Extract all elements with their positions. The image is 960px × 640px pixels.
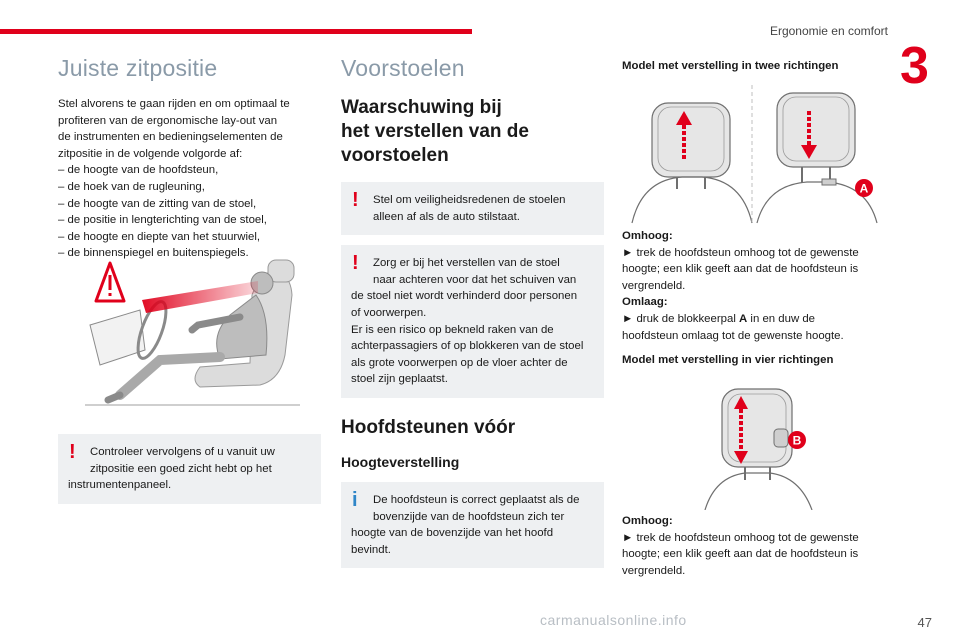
warning-text-line: als grote voorwerpen op de vloer achter de bbox=[351, 356, 568, 369]
instruction-line bbox=[622, 311, 892, 328]
intro-line: – de positie in lengterichting van de stoel, bbox=[58, 214, 267, 227]
instruction-text: ► druk de blokkeerpal bbox=[622, 312, 740, 325]
instruction-line: vergrendeld. bbox=[622, 279, 686, 292]
warning-exclamation-icon: ! bbox=[69, 441, 76, 463]
warning-text-line: alleen af als de auto stilstaat. bbox=[373, 210, 520, 223]
chapter-number: 3 bbox=[900, 37, 929, 95]
column-seating-position bbox=[58, 55, 320, 262]
warning-text-line: de stoel niet wordt verhinderd door personen bbox=[351, 290, 578, 303]
watermark: carmanualsonline.info bbox=[540, 612, 687, 628]
heading-line: het verstellen van de bbox=[341, 121, 529, 142]
intro-line: – de binnenspiegel en buitenspiegels. bbox=[58, 247, 249, 260]
instruction-line: vergrendeld. bbox=[622, 564, 686, 577]
warning-text-line: stoel zijn geplaatst. bbox=[351, 373, 448, 386]
warning-exclamation-icon: ! bbox=[352, 252, 359, 275]
instruction-line: ► trek de hoofdsteun omhoog tot de gewenste bbox=[622, 246, 859, 259]
intro-line: – de hoek van de rugleuning, bbox=[58, 180, 205, 193]
intro-line: profiteren van de ergonomische lay-out van bbox=[58, 114, 278, 127]
headrest-heading: Hoofdsteunen vóór bbox=[341, 416, 516, 438]
two-way-headrest-illustration bbox=[622, 85, 882, 225]
two-way-model-heading: Model met verstelling in twee richtingen bbox=[622, 60, 839, 72]
warning-text-line: zitpositie een goed zicht hebt op het bbox=[90, 462, 272, 475]
section-title: Ergonomie en comfort bbox=[769, 24, 888, 38]
page-title-front-seats: Voorstoelen bbox=[341, 55, 465, 81]
warning-exclamation-icon: ! bbox=[352, 189, 359, 211]
driver-seating-illustration bbox=[80, 255, 305, 415]
warning-text-line: Zorg er bij het verstellen van de stoel bbox=[373, 257, 560, 270]
lever-a-label: A bbox=[739, 312, 748, 325]
column-headrests bbox=[622, 60, 882, 72]
warning-box-stationary bbox=[341, 182, 604, 235]
info-text-line: bevindt. bbox=[351, 543, 391, 556]
instruction-line: hoogte; een klik geeft aan dat de hoofdsteun is bbox=[622, 263, 859, 276]
warning-text-line: naar achteren voor dat het schuiven van bbox=[373, 273, 577, 286]
page-title-seating: Juiste zitpositie bbox=[58, 55, 218, 81]
two-way-instructions bbox=[622, 228, 892, 369]
up-heading: Omhoog: bbox=[622, 230, 673, 242]
warning-box-pinch bbox=[341, 245, 604, 398]
seating-intro bbox=[58, 96, 320, 262]
instruction-line: hoogte; een klik geeft aan dat de hoofdsteun is bbox=[622, 548, 859, 561]
height-adjust-heading: Hoogteverstelling bbox=[341, 453, 460, 470]
warning-heading bbox=[341, 96, 604, 168]
info-text-line: hoogte van de bovenzijde van het hoofd bbox=[351, 527, 554, 540]
headrest-down-figure bbox=[757, 93, 877, 223]
info-text-line: bovenzijde van de hoofdsteun zich ter bbox=[373, 510, 565, 523]
four-way-model-heading: Model met verstelling in vier richtingen bbox=[622, 354, 834, 367]
page-number: 47 bbox=[917, 615, 932, 630]
instruction-line: ► trek de hoofdsteun omhoog tot de gewenste bbox=[622, 531, 859, 544]
instruction-text: in en duw de bbox=[747, 312, 816, 325]
warning-triangle-icon bbox=[96, 263, 124, 301]
warning-box-visibility bbox=[58, 434, 321, 504]
column-front-seats bbox=[341, 55, 604, 568]
instruction-line: hoofdsteun omlaag tot de gewenste hoogte. bbox=[622, 329, 844, 342]
intro-line: – de hoogte van de hoofdsteun, bbox=[58, 164, 219, 177]
up-heading: Omhoog: bbox=[622, 515, 673, 527]
intro-line: – de hoogte en diepte van het stuurwiel, bbox=[58, 230, 261, 243]
headrest-up-figure bbox=[632, 103, 752, 223]
intro-line: Stel alvorens te gaan rijden en om optimaal te bbox=[58, 98, 290, 110]
heading-line: voorstoelen bbox=[341, 145, 449, 166]
four-way-instructions bbox=[622, 513, 892, 579]
warning-text-line: Er is een risico op bekneld raken van de bbox=[351, 323, 554, 336]
intro-line: de instrumenten en bedieningselementen de bbox=[58, 131, 283, 144]
down-heading: Omlaag: bbox=[622, 296, 668, 309]
warning-text-line: instrumentenpaneel. bbox=[68, 479, 172, 492]
warning-text-line: Controleer vervolgens of u vanuit uw bbox=[90, 446, 275, 458]
info-icon: i bbox=[352, 488, 358, 511]
warning-text-line: of voorwerpen. bbox=[351, 306, 427, 319]
intro-line: zitpositie in de volgende volgorde af: bbox=[58, 147, 243, 160]
warning-text-line: Stel om veiligheidsredenen de stoelen bbox=[373, 194, 566, 206]
intro-line: – de hoogte van de zitting van de stoel, bbox=[58, 197, 257, 210]
info-box-headrest bbox=[341, 482, 604, 568]
heading-line: Waarschuwing bij bbox=[341, 97, 502, 118]
four-way-headrest-illustration bbox=[700, 385, 820, 510]
top-accent-bar bbox=[0, 29, 472, 34]
callout-b-label: B bbox=[792, 433, 802, 448]
warning-text-line: achterpassagiers of op blokkeren van de stoel bbox=[351, 340, 584, 353]
callout-a-label: A bbox=[859, 181, 869, 196]
info-text-line: De hoofdsteun is correct geplaatst als de bbox=[373, 493, 580, 506]
